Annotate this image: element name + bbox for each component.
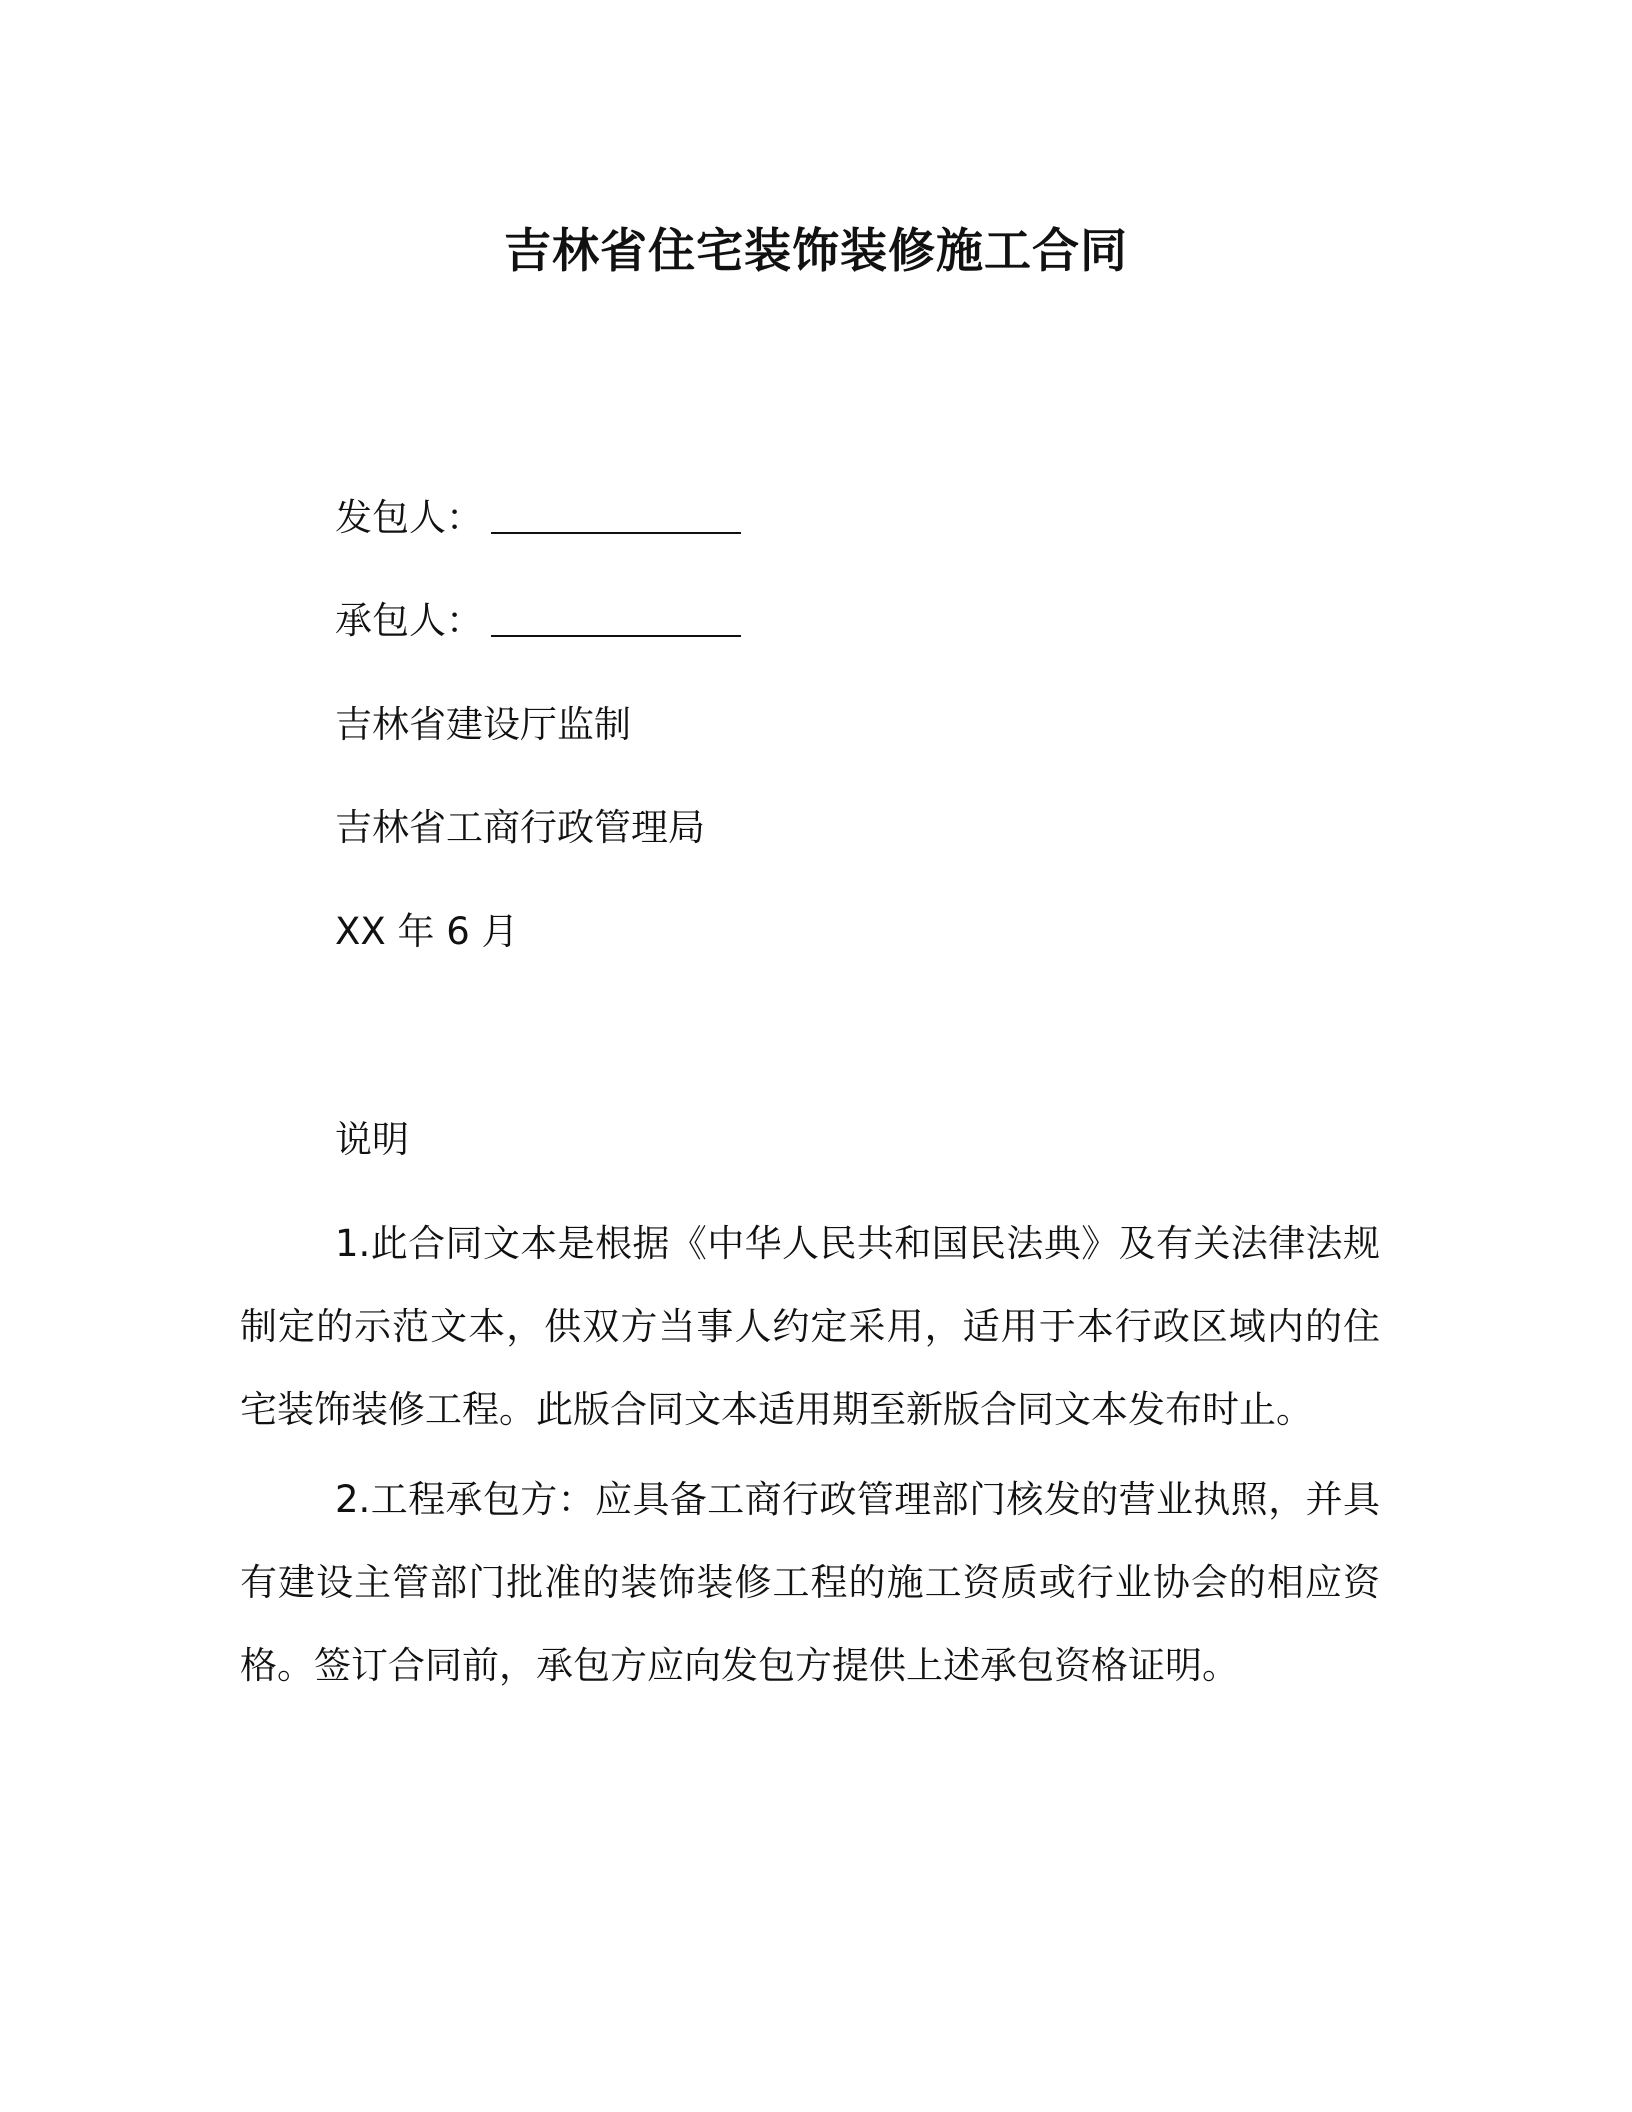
notes-heading: 说明 [335,1118,409,1161]
employer-line [335,493,741,543]
employer-label: 发包人： [335,496,483,539]
contractor-label: 承包人： [335,599,483,642]
note-paragraph-1: 1.此合同文本是根据《中华人民共和国民法典》及有关法律法规制定的示范文本，供双方当事人约定采用，适用于本行政区域内的住宅装饰装修工程。此版合同文本适用期至新版合同文本发布时止。 [240,1222,1380,1431]
authority-line: 吉林省工商行政管理局 [335,806,705,849]
supervisor-line: 吉林省建设厅监制 [335,703,631,746]
contractor-blank [491,601,741,637]
date-line: XX 年 6 月 [335,910,519,953]
employer-blank [491,498,741,534]
contractor-line [335,596,741,646]
note-paragraph-2: 2.工程承包方：应具备工商行政管理部门核发的营业执照，并具有建设主管部门批准的装饰装修工程的施工资质或行业协会的相应资格。签订合同前，承包方应向发包方提供上述承包资格证明。 [240,1478,1380,1687]
document-title: 吉林省住宅装饰装修施工合同 [504,224,1128,279]
